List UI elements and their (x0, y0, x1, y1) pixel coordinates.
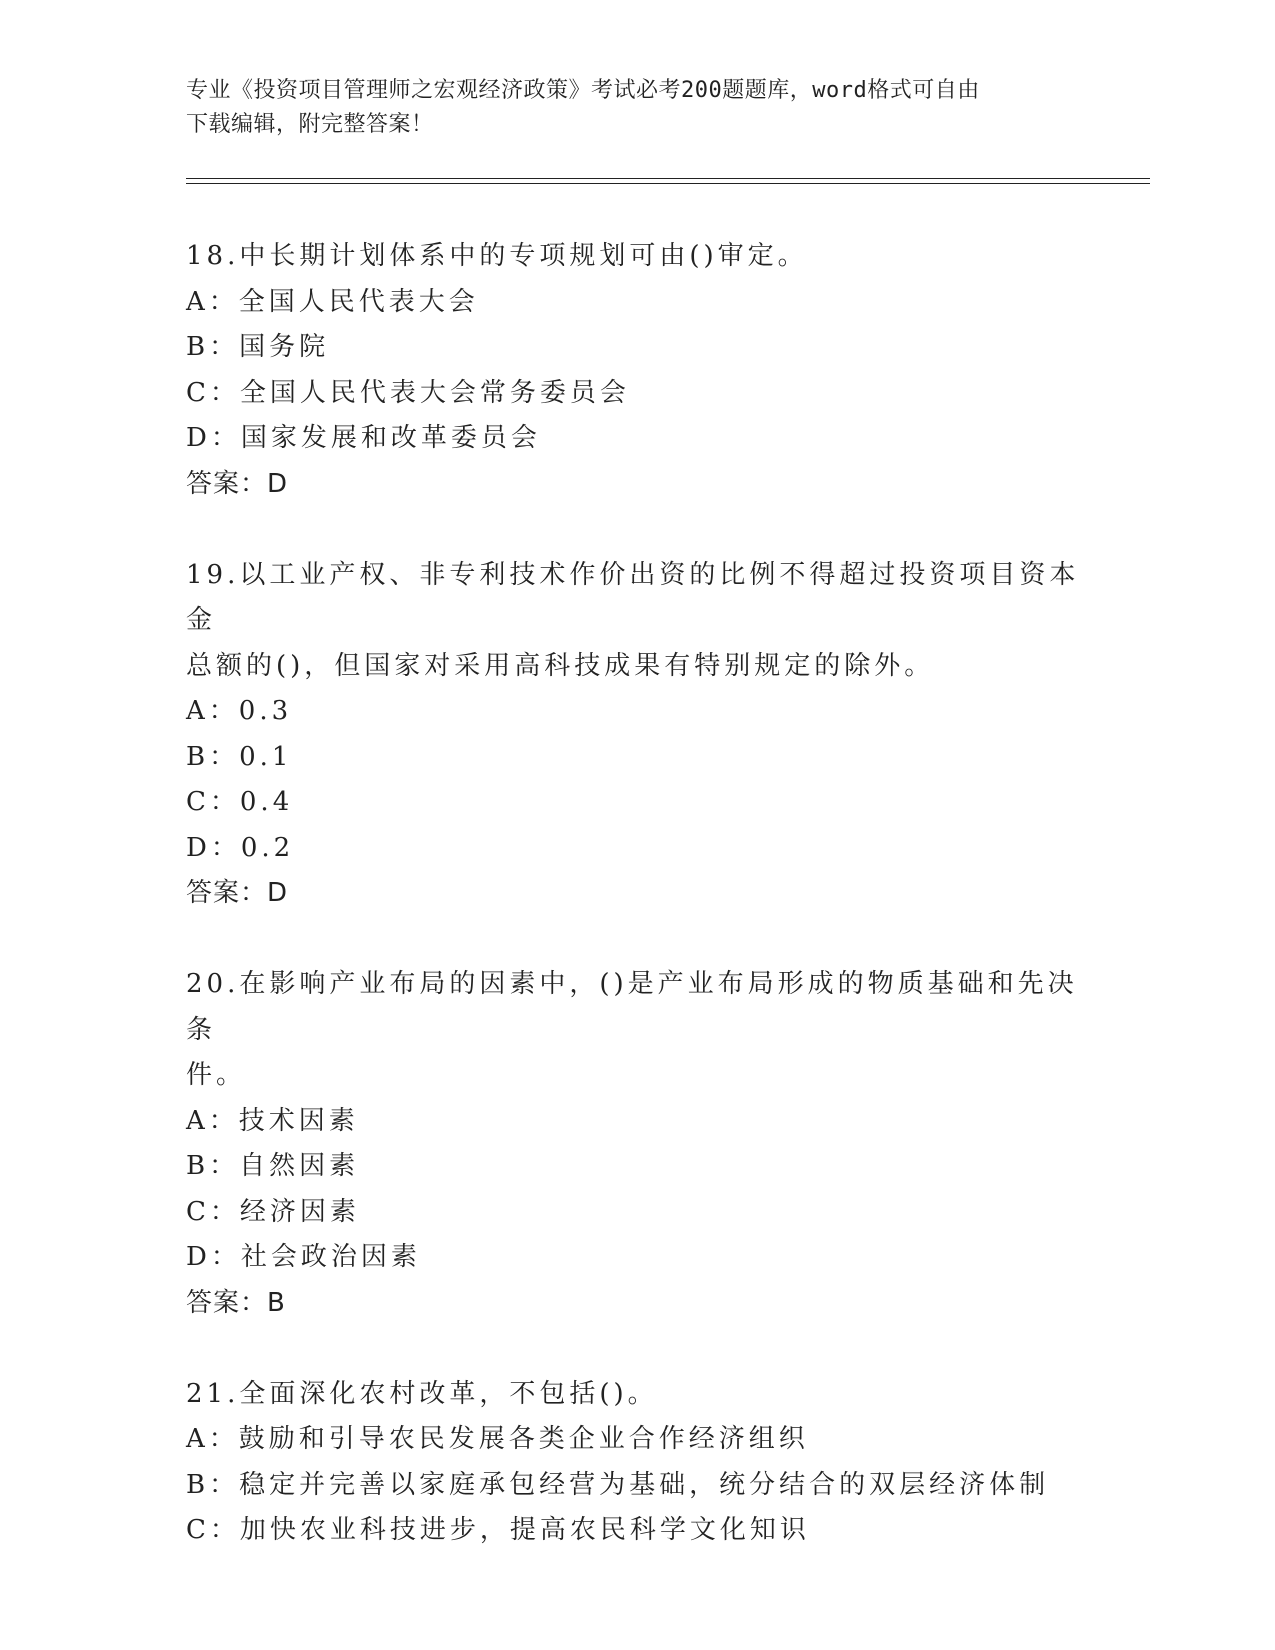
answer-line (186, 462, 1086, 508)
header-divider-top (186, 178, 1150, 179)
answer-label: 答案： (186, 468, 268, 499)
question-list (186, 234, 1086, 1599)
answer-label: 答案： (186, 1287, 268, 1318)
option-c: C：经济因素 (186, 1196, 360, 1227)
option-a: A：全国人民代表大会 (186, 286, 479, 317)
question-stem: 20.在影响产业布局的因素中，()是产业布局形成的物质基础和先决条 (186, 969, 1078, 1045)
option-b: B：自然因素 (186, 1151, 360, 1181)
question-stem: 21.全面深化农村改革，不包括()。 (186, 1378, 658, 1409)
question-stem-continued: 件。 (186, 1060, 247, 1090)
option-b: B：0.1 (186, 741, 293, 772)
document-header (186, 74, 1066, 142)
header-line-1: 专业《投资项目管理师之宏观经济政策》考试必考200题题库，word格式可自由 (186, 78, 980, 103)
question-stem-continued: 总额的()，但国家对采用高科技成果有特别规定的除外。 (186, 650, 935, 681)
option-b: B：国务院 (186, 332, 330, 362)
answer-line (186, 1281, 1086, 1327)
option-d: D：国家发展和改革委员会 (186, 423, 541, 453)
option-a: A：技术因素 (186, 1105, 359, 1136)
question-stem: 18.中长期计划体系中的专项规划可由()审定。 (186, 241, 808, 271)
answer-line (186, 871, 1086, 917)
header-line-2: 下载编辑，附完整答案！ (186, 112, 434, 137)
question-stem: 19.以工业产权、非专利技术作价出资的比例不得超过投资项目资本金 (186, 559, 1080, 635)
header-divider-bottom (186, 183, 1150, 184)
option-b: B：稳定并完善以家庭承包经营为基础，统分结合的双层经济体制 (186, 1469, 1050, 1500)
option-a: A：鼓励和引导农民发展各类企业合作经济组织 (186, 1424, 809, 1454)
answer-value: D (267, 468, 289, 499)
question-20 (186, 962, 1086, 1326)
question-18 (186, 234, 1086, 507)
option-c: C：加快农业科技进步，提高农民科学文化知识 (186, 1515, 810, 1545)
answer-value: D (267, 878, 289, 908)
option-c: C：0.4 (186, 787, 294, 817)
option-a: A：0.3 (186, 696, 293, 726)
option-d: D：0.2 (186, 832, 295, 863)
option-c: C：全国人民代表大会常务委员会 (186, 377, 630, 408)
answer-label: 答案： (186, 878, 268, 908)
option-d: D：社会政治因素 (186, 1242, 421, 1272)
question-19 (186, 553, 1086, 917)
answer-value: B (267, 1287, 286, 1318)
question-21 (186, 1372, 1086, 1554)
